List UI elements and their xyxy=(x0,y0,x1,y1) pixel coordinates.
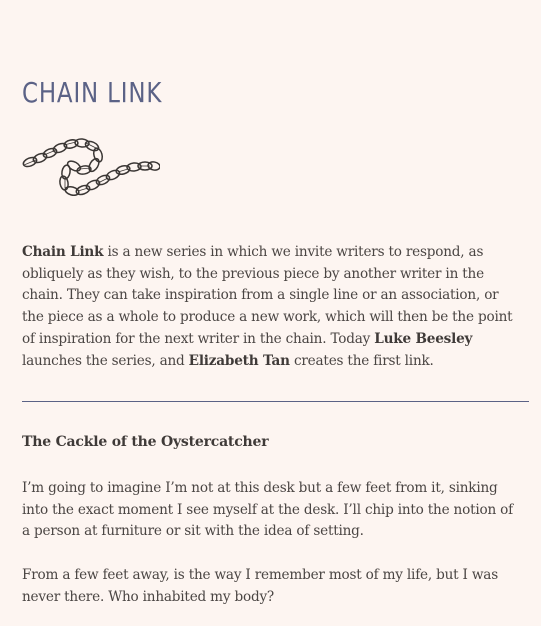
chain-illustration xyxy=(20,132,160,198)
page-title: CHAIN LINK xyxy=(22,76,163,109)
intro-text-1: is a new series in which we invite writers to respond, as obliquely as they wish, to the previous piece by another writer in the chain. They can take inspiration from a single line or an association, or the piece as a whole to produce a new work, which will then be the point of inspiration for the next writer in the chain. Today xyxy=(22,244,513,347)
author-name-1: Luke Beesley xyxy=(374,330,473,347)
story-paragraph: I’m going to imagine I’m not at this desk but a few feet from it, sinking into the exact moment I see myself at the desk. I’ll chip into the notion of a person at furniture or sit with the idea of setting. xyxy=(22,480,513,540)
story-title: The Cackle of the Oystercatcher xyxy=(22,434,269,450)
intro-text-2: launches the series, and xyxy=(22,352,189,369)
series-intro xyxy=(22,242,522,372)
author-name-2: Elizabeth Tan xyxy=(188,352,290,369)
section-divider xyxy=(22,401,529,402)
intro-text-3: creates the first link. xyxy=(289,352,434,369)
series-name: Chain Link xyxy=(22,244,104,260)
story-paragraph: From a few feet away, is the way I remember most of my life, but I was never there. Who inhabited my body? xyxy=(22,567,498,605)
